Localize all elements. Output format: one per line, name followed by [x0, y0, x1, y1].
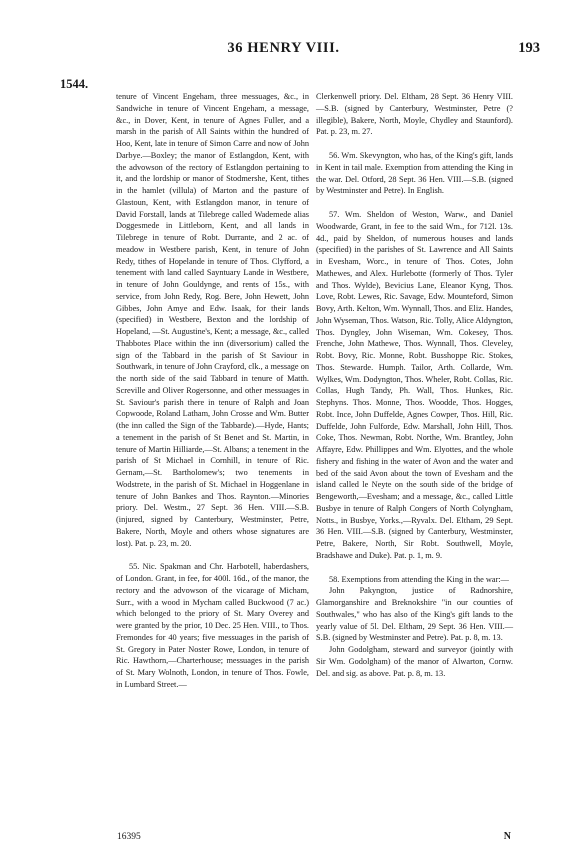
exemption-pakyngton: John Pakyngton, justice of Radnorshire, Glamorganshire and Breknokshire "in our counties of Southwales," who has also of the King's gift lands to the yearly value of 5l. Del. Eltham, 29 Sept. 36 Hen. VIII.—S.B. (signed by Westminster and Petre). Pat. p. 8, m. 13. — [316, 586, 513, 643]
left-column — [116, 91, 309, 691]
right-column — [316, 91, 513, 679]
paragraph-continuation: Clerkenwell priory. Del. Eltham, 28 Sept. 36 Henry VIII.—S.B. (signed by Canterbury, Westminster, Petre (? illegible), Bakere, North, Moyle, Chydley and Staunford). Pat. p. 23, m. 27. — [316, 92, 513, 137]
exemption-godolgham: John Godolgham, steward and surveyor (jointly with Sir Wm. Godolgham) of the manor of Alwarton, Cornw. Del. and sig. as above. Pat. p. 8, m. 13. — [316, 645, 513, 678]
year-marker: 1544. — [60, 77, 89, 91]
entry-58: 58. Exemptions from attending the King in the war:— — [329, 574, 509, 584]
entry-55: 55. Nic. Spakman and Chr. Harbotell, haberdashers, of London. Grant, in fee, for 400l. 16d., of the manor, the rectory and the advowson of the vicarage of Micham, Surr., with a wood in Mycham called Buckwood (7 ac.) which belonged to the priory of St. Mary Overey and were granted by the prior, 10 Dec. 25 Hen. VIII., to Thos. Fremondes for 40 years; five messuages in the parish of St. Gregory in Pater Noster Rowe, London, in tenure of Ric. Hawthorn,—Charterhouse; messuages in the parish of St. Mary Wolnoth, London, in tenure of Thos. Fowle, in Lumbard Street.— — [116, 562, 309, 689]
footer-mark: N — [503, 831, 511, 842]
entry-57: 57. Wm. Sheldon of Weston, Warw., and Daniel Woodwarde, Grant, in fee to the said Wm., for 712l. 13s. 4d., paid by Sheldon, of numerous houses and lands (specified) in the parishes of St. Lawrence and All Saints in Evesham, Worc., in tenure of Thos. Cotes, John Mathewes, and Alex. Hurlebotte (formerly of Thos. Tyler and Thos. Wylde), Bevicius Lane, Eleanor Kyng, Thos. Love, Robt. Lewes, Ric. Savage, Edw. Mounteford, Simon Bovy, Arth. Kelton, Wm. Wynnall, Thos. and Eliz. Handes, John Wyseman, Thos. Watson, Ric. Tolly, Alice Aldyngton, Thos. Dyngley, John Wiseman, Wm. Cokesey, Thos. Frenche, John Mathewe, Thos. Wynnall, Thos. Cleveley, Robt. Bovy, Ric. Monne, Robt. Busshoppe Ric. Stokes, Thos. Stewarde. Humph. Tailor, Arth. Collarde, Wm. Wylkes, Wm. Dodyngton, Thos. Wheler, Robt. Collas, Ric. Collas, Hugh Tandy, Ph. Wall, Thos. Hunkes, Ric. Stephyns. Thos. Monne, Thos. Woodde, Thos. Hogges, Robt. Ince, John Duffelde, Agnes Cowper, Thos. Hill, Ric. Duffelde, John Fulforde, Edw. Marshall, John Hill, Thos. Coke, Thos. Newman, Robt. Northe, Wm. Brantley, John Affayre, Edw. Phillippes and Wm. Elyottes, and the whole fishery and fishing in the water of Avon and the water and bed of the said Avon about the town of Evesham and the island called le Neyte on the south side of the bridge of Bengeworth,—Evesham; and a message, &c., called Little Busbye in tenure of Ralph Congers of North Colyngham, Notts., in Busbye, Yorks.,—Ryvalx. Del. Eltham, 29 Sept. 36 Hen. VIII.—S.B. (signed by Canterbury, Westminster, Petre, Bakere, North, Sir Robt. Southwell, Moyle, Bradshawe and Duke). Pat. p. 1, m. 9. — [316, 210, 513, 560]
entry-56: 56. Wm. Skevyngton, who has, of the King's gift, lands in Kent in tail male. Exemption from attending the King in the war. Del. Otford, 28 Sept. 36 Hen. VIII.—S.B. (signed by Westminster and Petre). In English. — [316, 151, 513, 196]
page-number: 193 — [518, 40, 540, 56]
footer-signature: 16395 — [117, 832, 141, 842]
running-head-title: 36 HENRY VIII. — [227, 40, 340, 56]
paragraph-continuation: tenure of Vincent Engeham, three messuages, &c., in Sandwiche in tenure of Vincent Engeham, a message, &c., in Dover, Kent, in tenure of Agnes Fuller, and a marsh in the parish of All Saints within the hundred of Hoo, Kent, late in tenure of Simon Carre and now of John Darbye.—Boxley; the manor of Estlangdon, Kent, with the advowson of the rectory of Estlangdon pertaining to it, and the lordship or manor of Stodmershe, Kent, tithes in the hamlet (villula) of Marton and the pasture of Glastoun, Kent, with Estlangdon manor, in tenure of David Forstall, lands at Tilebrege called Wademede alias Doggesmede in Littleborn, Kent, and all lands in Tilebrege in tenure of Robt. Durrante, and 2 ac. of meadow in Westbere parish, Kent, in tenure of John Redy, tithes of Hopelande in tenure of Thos. Clyfford, a tenement with land called Sayntuary Lande in Westbere, in tenure of John Gouldynge, and rents of 15s., with service, from John Redy, Rog. Bere, John Hewett, John Gibbes, John Amye and Edw. Isaak, for their lands (specified) in Westbere, Bexton and the lordship of Hopeland, —St. Augustine's, Kent; a message, &c., called Thabbotes Place within the inn (diversorium) called the sign of the Tabbard in the parish of St Saviour in Southwark, in tenure of John Crayford, clk., a message on the north side of the said Tabbard in tenure of Matth. Screville and Oliver Rogersonne, and other messuages in St. Saviour's parish there in tenure of Ralph and Joan Copwoode, Roland Latham, John Crosse and Wm. Butter (the inn called the Sign of the Tabbarde).—Hyde, Hants; a tenement in the parish of St Benet and St. Martin, in tenure of Martin Hilliarde,—St. Albans; a tenement in the parish of St Michael in Cornhill, in tenure of Ric. Gernam,—St. Bartholomew's; two tenements in Wodstrete, in the parish of St. Michael in Hoggenlane in tenure of John Bankes and Thos. Raynton.—Minories priory. Del. Westm., 27 Sept. 36 Hen. VIII.—S.B. (injured, signed by Canterbury, Westminster, Petre, Bakere, North, Moyle and others whose signatures are lost). Pat. p. 23, m. 20. — [116, 92, 309, 548]
